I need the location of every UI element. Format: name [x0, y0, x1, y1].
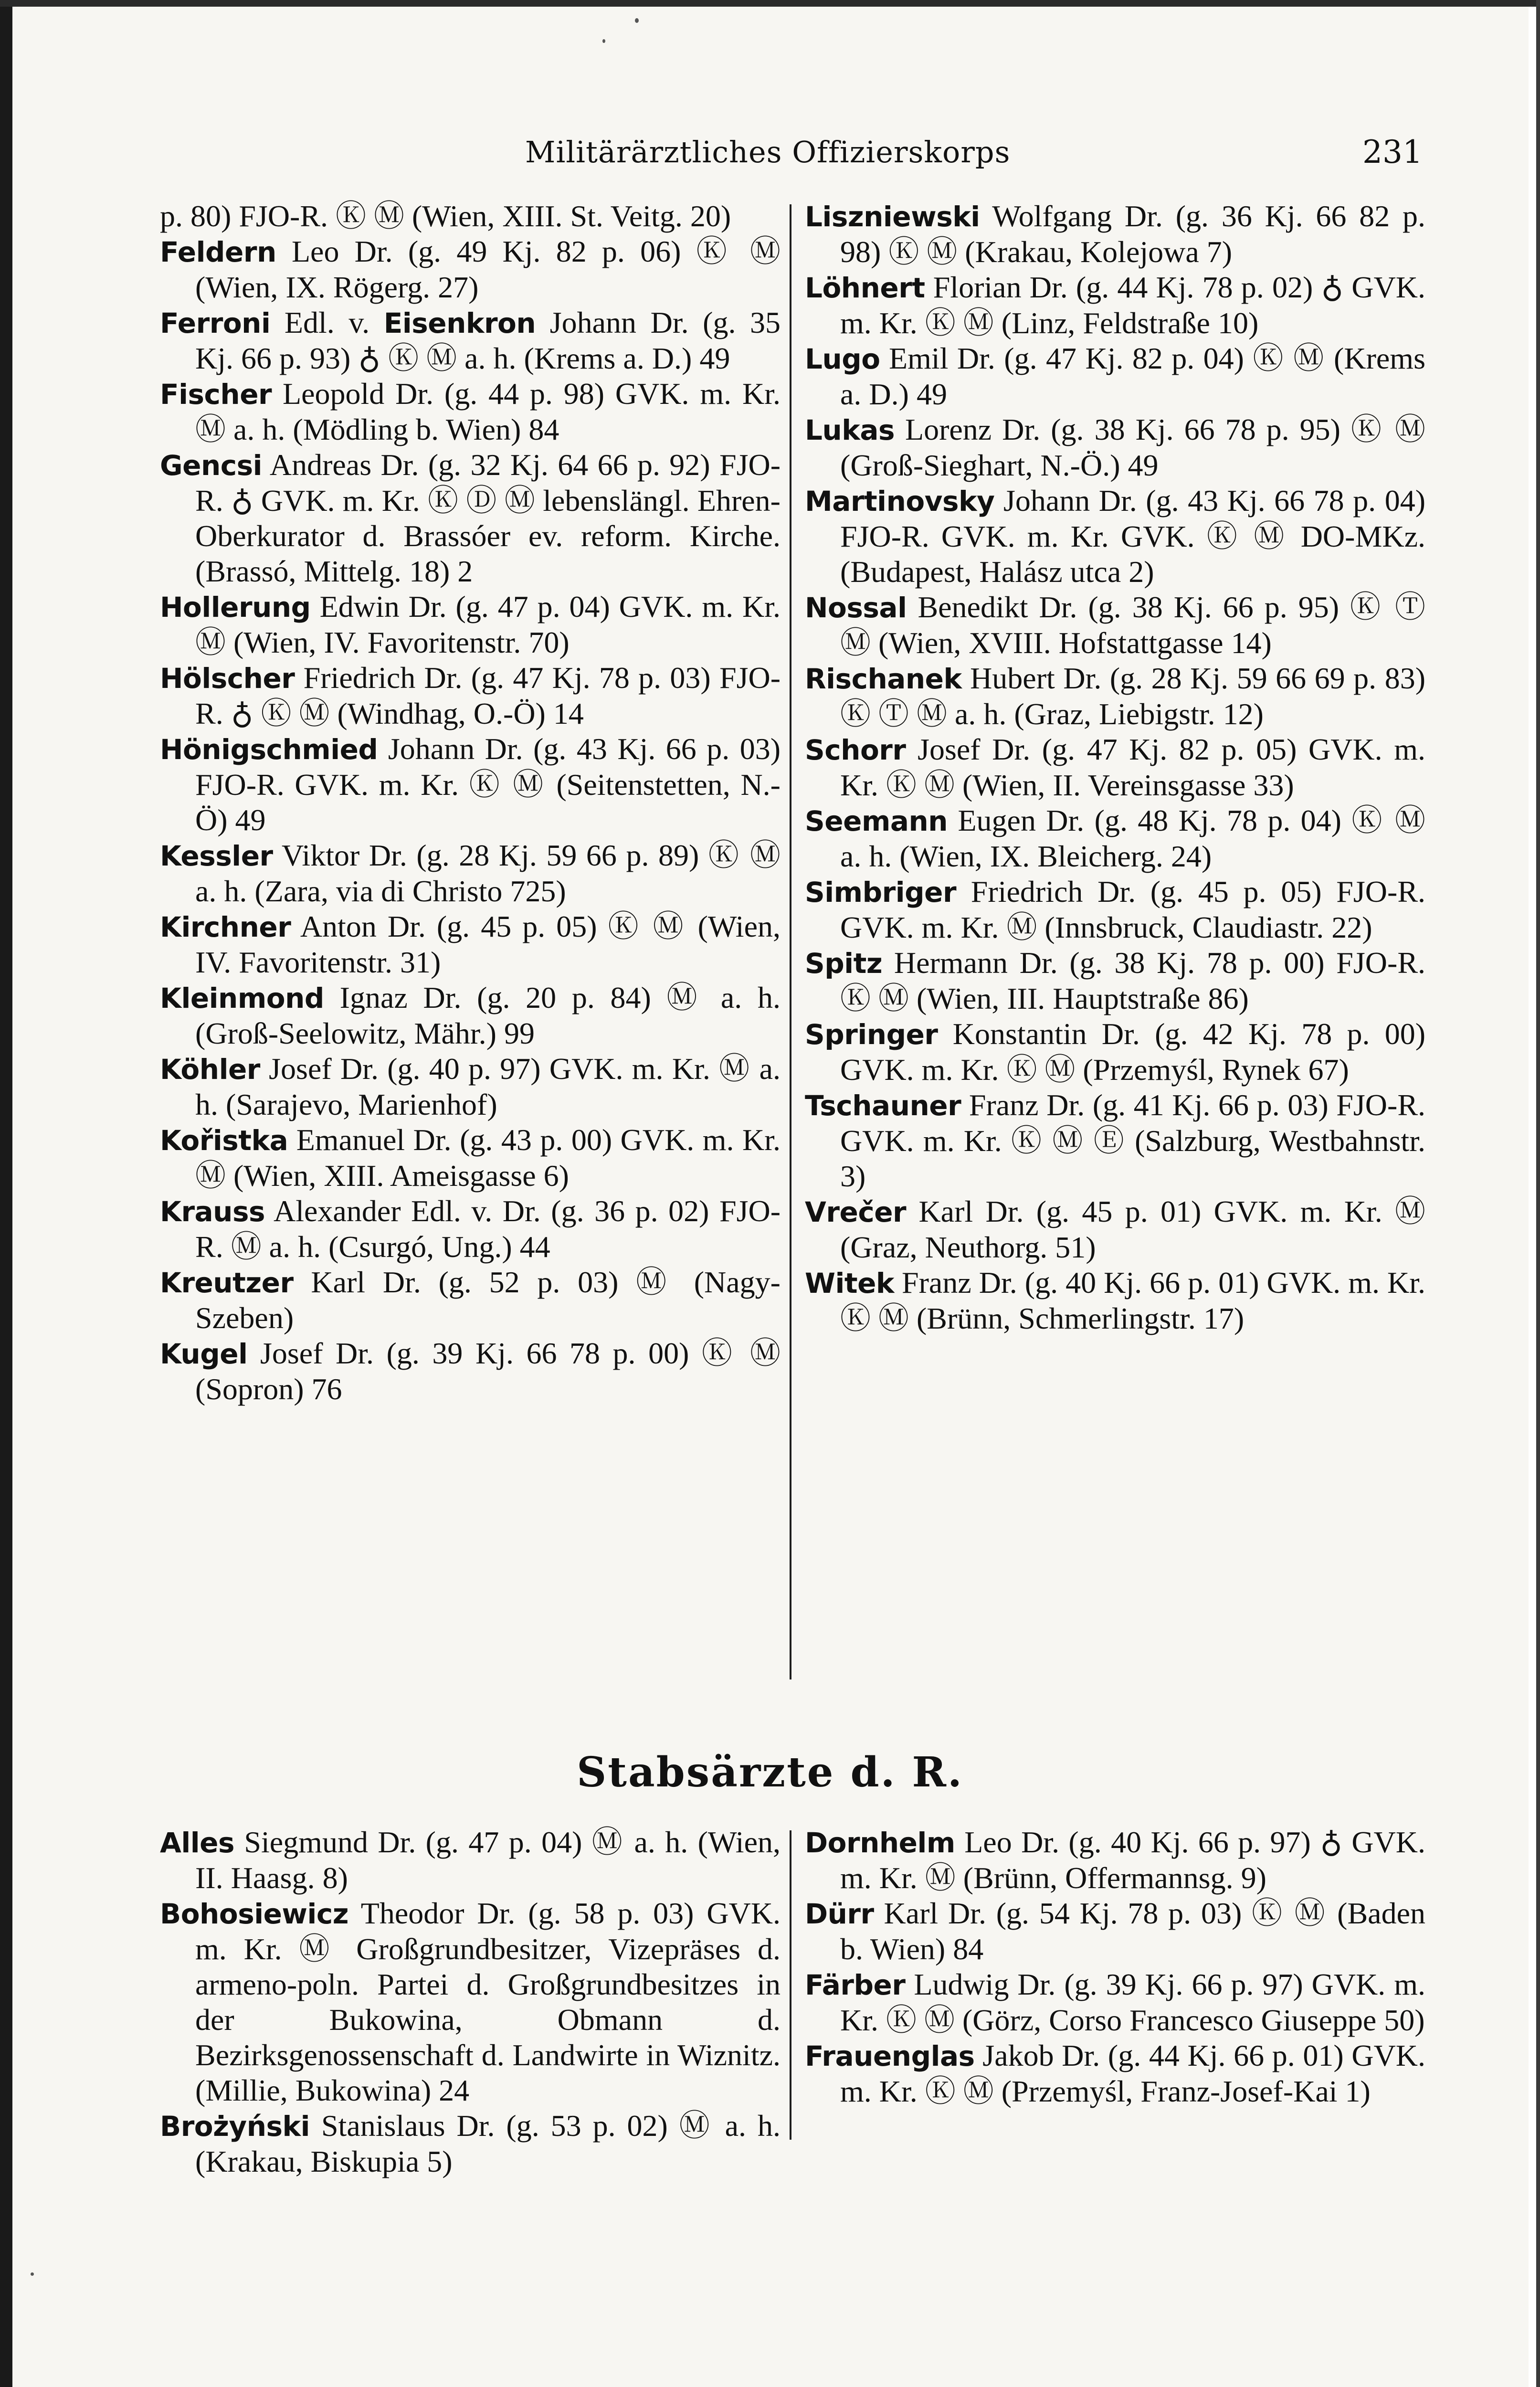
column-rule [790, 1830, 791, 2140]
entry-predicate-name: Eisenkron [383, 307, 536, 339]
directory-entry [160, 1336, 781, 1407]
entry-details: Franz Dr. (g. 41 Kj. 66 p. 03) FJO-R. GVK. m. Kr. Ⓚ Ⓜ Ⓔ (Salzburg, Westbahnstr. 3) [840, 1088, 1425, 1193]
entry-surname: Köhler [160, 1053, 260, 1086]
entry-surname: Feldern [160, 236, 276, 268]
directory-entry [160, 1896, 781, 2108]
entry-surname: Färber [805, 1969, 906, 2001]
entry-surname: Witek [805, 1267, 894, 1299]
entry-surname: Kořistka [160, 1124, 288, 1157]
directory-entry [805, 2038, 1425, 2109]
entry-details: Anton Dr. (g. 45 p. 05) Ⓚ Ⓜ (Wien, IV. Favoritenstr. 31) [195, 909, 781, 979]
entry-surname: Martinovsky [805, 485, 995, 518]
entry-details: Eugen Dr. (g. 48 Kj. 78 p. 04) Ⓚ Ⓜ a. h. (Wien, IX. Bleicherg. 24) [840, 803, 1425, 873]
directory-entry [160, 447, 781, 589]
directory-entry [160, 589, 781, 660]
directory-entry [805, 1016, 1425, 1088]
entry-details: Andreas Dr. (g. 32 Kj. 64 66 p. 92) FJO-R. ♁ GVK. m. Kr. Ⓚ Ⓓ Ⓜ lebenslängl. Ehren-Oberkurator d. Brassóer ev. reform. Kirche. (Brassó, Mittelg. 18) 2 [195, 448, 781, 588]
directory-entry [805, 1825, 1425, 1896]
directory-entry [805, 1265, 1425, 1336]
entry-surname: Simbriger [805, 876, 957, 908]
directory-entry [805, 732, 1425, 803]
scan-edge-left [0, 0, 12, 2387]
entry-details: Franz Dr. (g. 40 Kj. 66 p. 01) GVK. m. Kr. Ⓚ Ⓜ (Brünn, Schmerlingstr. 17) [840, 1266, 1425, 1335]
entry-details: Edl. v. [270, 306, 384, 339]
directory-entry [160, 376, 781, 447]
directory-entry [160, 305, 781, 376]
entry-details: Ignaz Dr. (g. 20 p. 84) Ⓜ a. h. (Groß-Seelowitz, Mähr.) 99 [195, 981, 781, 1050]
entry-details: Theodor Dr. (g. 58 p. 03) GVK. m. Kr. Ⓜ Großgrundbesitzer, Vizepräses d. armeno-poln. Partei d. Großgrundbesitzes in der Bukowina, Obmann d. Bezirksgenossenschaft d. Landwirte in Wiznitz. (Millie, Bukowina) 24 [195, 1896, 781, 2107]
directory-entry [805, 412, 1425, 483]
entry-surname: Lukas [805, 414, 895, 446]
entry-details: Alexander Edl. v. Dr. (g. 36 p. 02) FJO-R. Ⓜ a. h. (Csurgó, Ung.) 44 [195, 1194, 781, 1264]
entry-details: p. 80) FJO-R. Ⓚ Ⓜ (Wien, XIII. St. Veitg. 20) [160, 199, 731, 233]
entry-surname: Schorr [805, 734, 906, 766]
entry-surname: Kreutzer [160, 1267, 294, 1299]
directory-entry [160, 980, 781, 1051]
entry-details: Viktor Dr. (g. 28 Kj. 59 66 p. 89) Ⓚ Ⓜ a. h. (Zara, via di Christo 725) [195, 838, 781, 908]
entry-details: Hermann Dr. (g. 38 Kj. 78 p. 00) FJO-R. Ⓚ Ⓜ (Wien, III. Hauptstraße 86) [840, 946, 1425, 1015]
scan-edge-top [0, 0, 1540, 7]
entry-details: Josef Dr. (g. 47 Kj. 82 p. 05) GVK. m. Kr. Ⓚ Ⓜ (Wien, II. Vereinsgasse 33) [840, 732, 1425, 802]
entry-surname: Löhnert [805, 272, 925, 304]
entry-surname: Tschauner [805, 1089, 961, 1122]
entry-details: Friedrich Dr. (g. 45 p. 05) FJO-R. GVK. m. Kr. Ⓜ (Innsbruck, Claudiastr. 22) [840, 875, 1425, 944]
entry-surname: Ferroni [160, 307, 271, 339]
entry-details: Leo Dr. (g. 49 Kj. 82 p. 06) Ⓚ Ⓜ (Wien, IX. Rögerg. 27) [195, 234, 781, 304]
directory-entry [160, 234, 781, 305]
entry-surname: Dornhelm [805, 1827, 955, 1859]
running-title: Militärärztliches Offizierskorps [525, 134, 1011, 169]
entry-details: Leo Dr. (g. 40 Kj. 66 p. 97) ♁ GVK. m. Kr. Ⓜ (Brünn, Offermannsg. 9) [840, 1825, 1425, 1895]
directory-entry [160, 909, 781, 980]
entry-details: Leopold Dr. (g. 44 p. 98) GVK. m. Kr. Ⓜ a. h. (Mödling b. Wien) 84 [195, 377, 781, 446]
directory-entry [160, 1051, 781, 1122]
entry-surname: Gencsi [160, 449, 263, 482]
entry-surname: Frauenglas [805, 2040, 975, 2072]
entry-surname: Hölscher [160, 662, 295, 695]
entry-surname: Alles [160, 1827, 235, 1859]
directory-entry [160, 1122, 781, 1194]
entry-surname: Rischanek [805, 663, 962, 695]
column-rule [790, 204, 791, 1679]
entry-details: Friedrich Dr. (g. 47 Kj. 78 p. 03) FJO-R. ♁ Ⓚ Ⓜ (Windhag, O.-Ö) 14 [195, 661, 781, 730]
entry-surname: Kugel [160, 1338, 248, 1370]
directory-entry [160, 1825, 781, 1896]
page-number: 231 [1362, 133, 1423, 170]
directory-entry [805, 199, 1425, 270]
entry-details: Josef Dr. (g. 40 p. 97) GVK. m. Kr. Ⓜ a. h. (Sarajevo, Marienhof) [195, 1052, 781, 1121]
directory-entry [805, 270, 1425, 341]
entry-surname: Krauss [160, 1195, 265, 1228]
scan-speck [602, 39, 605, 43]
scan-edge-right [1536, 0, 1540, 2387]
entry-surname: Hönigschmied [160, 733, 378, 766]
entry-details: Hubert Dr. (g. 28 Kj. 59 66 69 p. 83) Ⓚ Ⓣ Ⓜ a. h. (Graz, Liebigstr. 12) [840, 661, 1425, 731]
entry-details: Emil Dr. (g. 47 Kj. 82 p. 04) Ⓚ Ⓜ (Krems a. D.) 49 [840, 341, 1425, 411]
directory-entry [805, 803, 1425, 874]
entry-details: Karl Dr. (g. 45 p. 01) GVK. m. Kr. Ⓜ (Graz, Neuthorg. 51) [840, 1194, 1425, 1264]
entry-details: Josef Dr. (g. 39 Kj. 66 78 p. 00) Ⓚ Ⓜ (Sopron) 76 [195, 1336, 781, 1406]
section-1-left-column [160, 199, 781, 1407]
directory-entry [805, 590, 1425, 661]
directory-entry [805, 1967, 1425, 2038]
entry-surname: Kessler [160, 840, 273, 872]
entry-surname: Lugo [805, 343, 880, 375]
scan-speck [635, 18, 639, 23]
section-2-left-column [160, 1825, 781, 2179]
directory-entry [805, 483, 1425, 590]
directory-entry [805, 1194, 1425, 1265]
entry-details: Wolfgang Dr. (g. 36 Kj. 66 82 p. 98) Ⓚ Ⓜ (Krakau, Kolejowa 7) [840, 199, 1425, 269]
directory-entry [805, 1088, 1425, 1194]
entry-surname: Bohosiewicz [160, 1898, 349, 1930]
section-heading: Stabsärzte d. R. [577, 1748, 963, 1796]
entry-details: Johann Dr. (g. 43 Kj. 66 78 p. 04) FJO-R. GVK. m. Kr. GVK. Ⓚ Ⓜ DO-MKz. (Budapest, Halász utca 2) [840, 484, 1425, 589]
directory-entry [805, 874, 1425, 945]
directory-entry [160, 1194, 781, 1265]
directory-entry [160, 1265, 781, 1336]
entry-surname: Vrečer [805, 1196, 907, 1228]
entry-details: Lorenz Dr. (g. 38 Kj. 66 78 p. 95) Ⓚ Ⓜ (Groß-Sieghart, N.-Ö.) 49 [840, 412, 1425, 482]
entry-details: Karl Dr. (g. 52 p. 03) Ⓜ (Nagy-Szeben) [195, 1265, 781, 1335]
entry-details: Edwin Dr. (g. 47 p. 04) GVK. m. Kr. Ⓜ (Wien, IV. Favoritenstr. 70) [195, 590, 781, 659]
directory-entry [805, 341, 1425, 412]
directory-entry [160, 660, 781, 731]
entry-surname: Kleinmond [160, 982, 324, 1014]
entry-details: Ludwig Dr. (g. 39 Kj. 66 p. 97) GVK. m. Kr. Ⓚ Ⓜ (Görz, Corso Francesco Giuseppe 50) [840, 1967, 1425, 2037]
entry-surname: Liszniewski [805, 201, 980, 233]
entry-details: Johann Dr. (g. 43 Kj. 66 p. 03) FJO-R. GVK. m. Kr. Ⓚ Ⓜ (Seitenstetten, N.-Ö) 49 [195, 732, 781, 837]
entry-details: Emanuel Dr. (g. 43 p. 00) GVK. m. Kr. Ⓜ (Wien, XIII. Ameisgasse 6) [195, 1123, 781, 1193]
directory-entry [160, 199, 781, 234]
entry-details: Stanislaus Dr. (g. 53 p. 02) Ⓜ a. h. (Krakau, Biskupia 5) [195, 2109, 781, 2178]
entry-surname: Spitz [805, 947, 883, 980]
section-1-right-column [805, 199, 1425, 1336]
entry-surname: Brożyński [160, 2110, 310, 2143]
entry-surname: Nossal [805, 591, 907, 624]
directory-entry [805, 1896, 1425, 1967]
directory-entry [805, 945, 1425, 1016]
entry-details: Siegmund Dr. (g. 47 p. 04) Ⓜ a. h. (Wien, II. Haasg. 8) [195, 1825, 781, 1895]
directory-entry [160, 838, 781, 909]
directory-entry [160, 2108, 781, 2179]
entry-surname: Seemann [805, 805, 948, 837]
entry-details: Johann Dr. (g. 35 Kj. 66 p. 93) ♁ Ⓚ Ⓜ a. h. (Krems a. D.) 49 [195, 306, 781, 375]
scan-speck [31, 2272, 34, 2276]
entry-details: Konstantin Dr. (g. 42 Kj. 78 p. 00) GVK. m. Kr. Ⓚ Ⓜ (Przemyśl, Rynek 67) [840, 1017, 1425, 1087]
directory-entry [805, 661, 1425, 732]
entry-surname: Fischer [160, 378, 272, 411]
entry-details: Florian Dr. (g. 44 Kj. 78 p. 02) ♁ GVK. m. Kr. Ⓚ Ⓜ (Linz, Feldstraße 10) [840, 270, 1425, 340]
page-header [525, 128, 1423, 176]
entry-surname: Kirchner [160, 911, 291, 943]
entry-details: Karl Dr. (g. 54 Kj. 78 p. 03) Ⓚ Ⓜ (Baden b. Wien) 84 [840, 1896, 1425, 1966]
section-2-right-column [805, 1825, 1425, 2109]
entry-details: Jakob Dr. (g. 44 Kj. 66 p. 01) GVK. m. Kr. Ⓚ Ⓜ (Przemyśl, Franz-Josef-Kai 1) [840, 2038, 1425, 2108]
entry-surname: Hollerung [160, 591, 311, 623]
entry-details: Benedikt Dr. (g. 38 Kj. 66 p. 95) Ⓚ Ⓣ Ⓜ (Wien, XVIII. Hofstattgasse 14) [840, 590, 1425, 660]
directory-entry [160, 731, 781, 838]
entry-surname: Springer [805, 1018, 938, 1051]
entry-surname: Dürr [805, 1898, 874, 1930]
